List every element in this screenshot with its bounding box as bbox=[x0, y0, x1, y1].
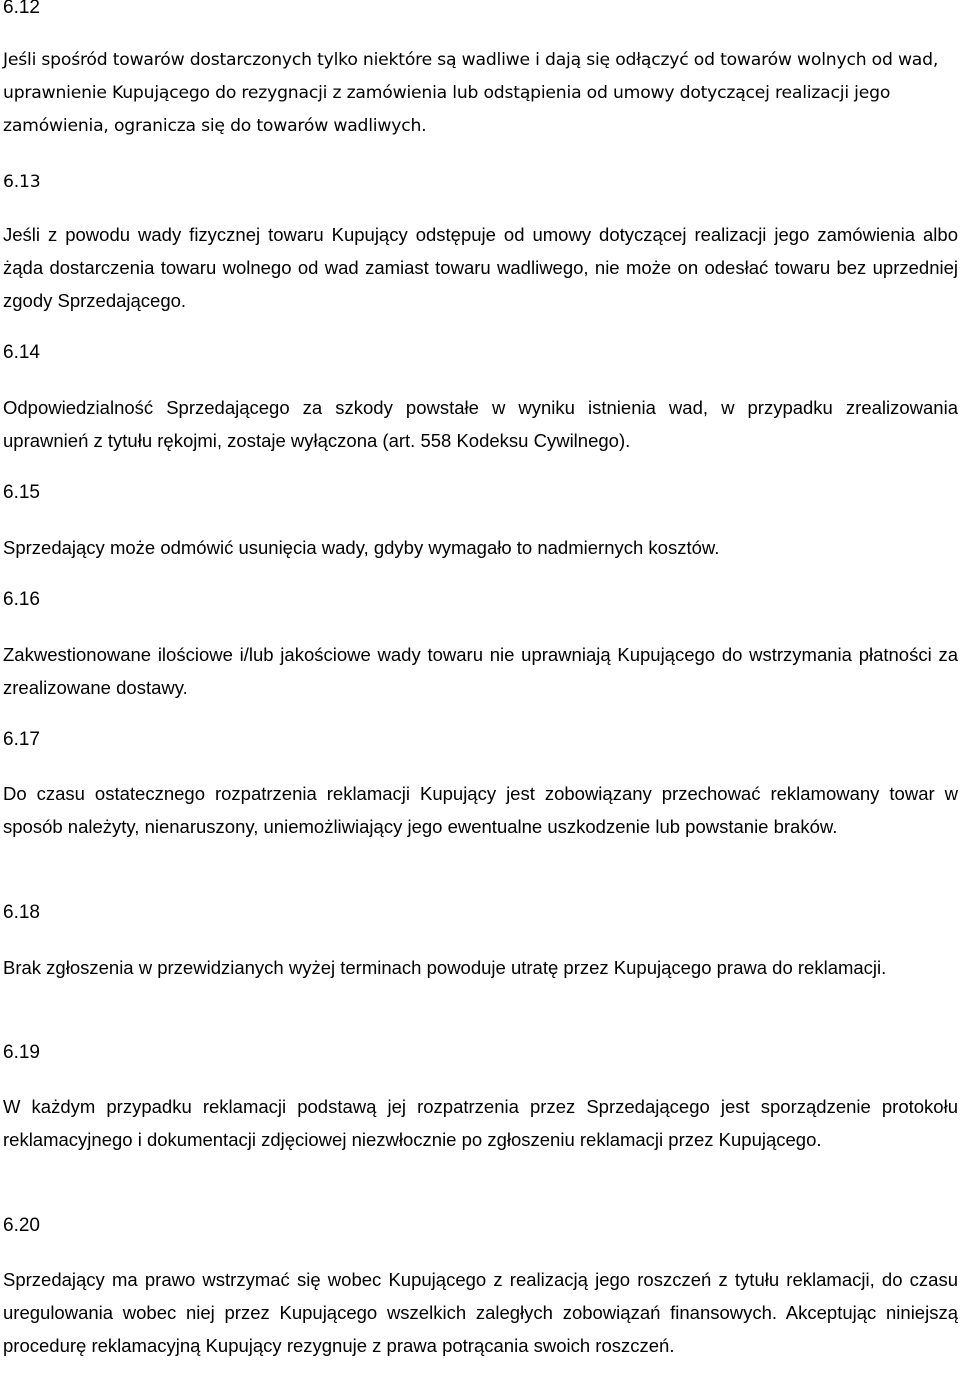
section-number: 6.12 bbox=[3, 0, 40, 18]
section-text: Sprzedający ma prawo wstrzymać się wobec Kupującego z realizacją jego roszczeń z tytułu reklamacji, do czasu uregulowania wobec niej przez Kupującego wszelkich zaległych zobowiązań finansowych. Akceptując niniejszą procedurę reklamacyjną Kupujący rezygnuje z prawa potrącania swoich roszczeń. bbox=[3, 1269, 958, 1356]
section-text: Sprzedający może odmówić usunięcia wady, gdyby wymagało to nadmiernych kosztów. bbox=[3, 537, 720, 558]
section-text: Odpowiedzialność Sprzedającego za szkody powstałe w wyniku istnienia wad, w przypadku zrealizowania uprawnień z tytułu rękojmi, zostaje wyłączona (art. 558 Kodeksu Cywilnego). bbox=[3, 397, 958, 451]
section-text: Zakwestionowane ilościowe i/lub jakościowe wady towaru nie uprawniają Kupującego do wstrzymania płatności za zrealizowane dostawy. bbox=[3, 644, 958, 698]
section-text: W każdym przypadku reklamacji podstawą jej rozpatrzenia przez Sprzedającego jest sporządzenie protokołu reklamacyjnego i dokumentacji zdjęciowej niezwłocznie po zgłoszeniu reklamacji przez Kupującego. bbox=[3, 1096, 958, 1150]
section-text: Jeśli z powodu wady fizycznej towaru Kupujący odstępuje od umowy dotyczącej realizacji jego zamówienia albo żąda dostarczenia towaru wolnego od wad zamiast towaru wadliwego, nie może on odesłać towaru bez uprzedniej zgody Sprzedającego. bbox=[3, 224, 958, 311]
section-text: Brak zgłoszenia w przewidzianych wyżej terminach powoduje utratę przez Kupującego prawa do reklamacji. bbox=[3, 957, 887, 978]
section-text: Jeśli spośród towarów dostarczonych tylko niektóre są wadliwe i dają się odłączyć od towarów wolnych od wad, uprawnienie Kupującego do rezygnacji z zamówienia lub odstąpienia od umowy dotyczącej realizacji jego zamówienia, ogranicza się do towarów wadliwych. bbox=[3, 50, 939, 136]
section-number: 6.13 bbox=[3, 172, 41, 192]
section-number: 6.14 bbox=[3, 342, 40, 363]
section-number: 6.16 bbox=[3, 589, 40, 610]
section-number: 6.19 bbox=[3, 1042, 40, 1063]
section-number: 6.18 bbox=[3, 902, 40, 923]
section-text: Do czasu ostatecznego rozpatrzenia reklamacji Kupujący jest zobowiązany przechować reklamowany towar w sposób należyty, nienaruszony, uniemożliwiający jego ewentualne uszkodzenie lub powstanie braków. bbox=[3, 783, 958, 837]
section-number: 6.15 bbox=[3, 482, 40, 503]
section-number: 6.20 bbox=[3, 1215, 40, 1236]
section-number: 6.17 bbox=[3, 729, 40, 750]
